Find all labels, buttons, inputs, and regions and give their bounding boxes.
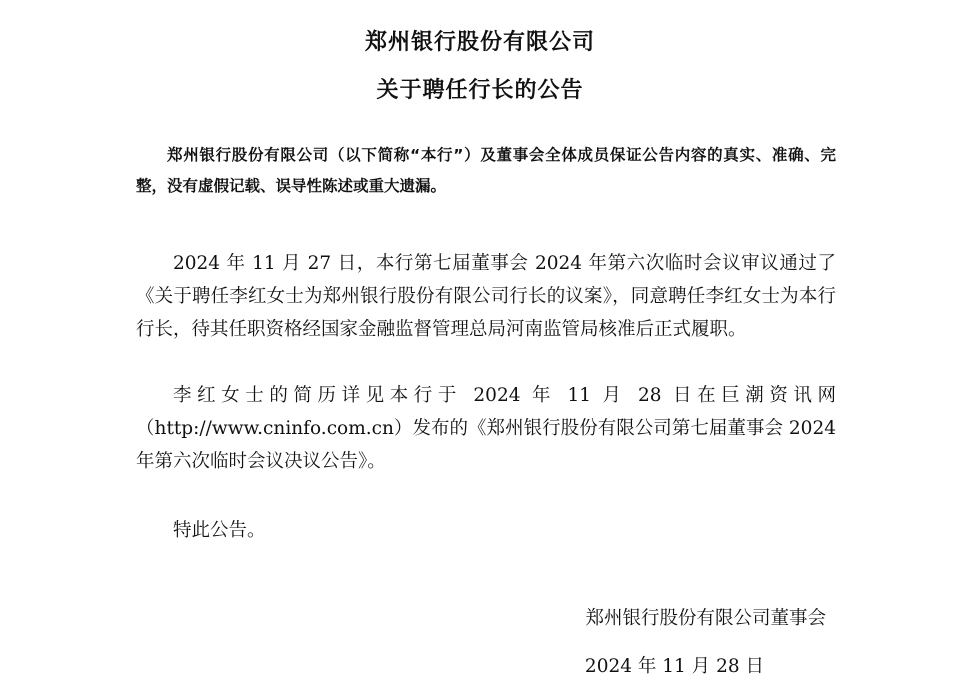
disclaimer-notice: 郑州银行股份有限公司（以下简称“本行”）及董事会全体成员保证公告内容的真实、准确、完整，没有虚假记载、误导性陈述或重大遗漏。 [136, 146, 836, 195]
body-paragraph-appointment: 2024 年 11 月 27 日，本行第七届董事会 2024 年第六次临时会议审议通过了《关于聘任李红女士为郑州银行股份有限公司行长的议案》，同意聘任李红女士为本行行长，待其任职资格经国家金融监督管理总局河南监管局核准后正式履职。 [136, 253, 836, 340]
announcement-title: 关于聘任行长的公告 [376, 78, 584, 103]
body-paragraph-resume: 李红女士的简历详见本行于 2024 年 11 月 28 日在巨潮资讯网（http://www.cninfo.com.cn）发布的《郑州银行股份有限公司第七届董事会 2024 年第六次临时会议决议公告》。 [136, 385, 836, 472]
body-paragraph-closing: 特此公告。 [173, 520, 266, 541]
signature-board: 郑州银行股份有限公司董事会 [585, 608, 826, 629]
signature-date: 2024 年 11 月 28 日 [584, 656, 764, 677]
company-title: 郑州银行股份有限公司 [364, 30, 595, 55]
